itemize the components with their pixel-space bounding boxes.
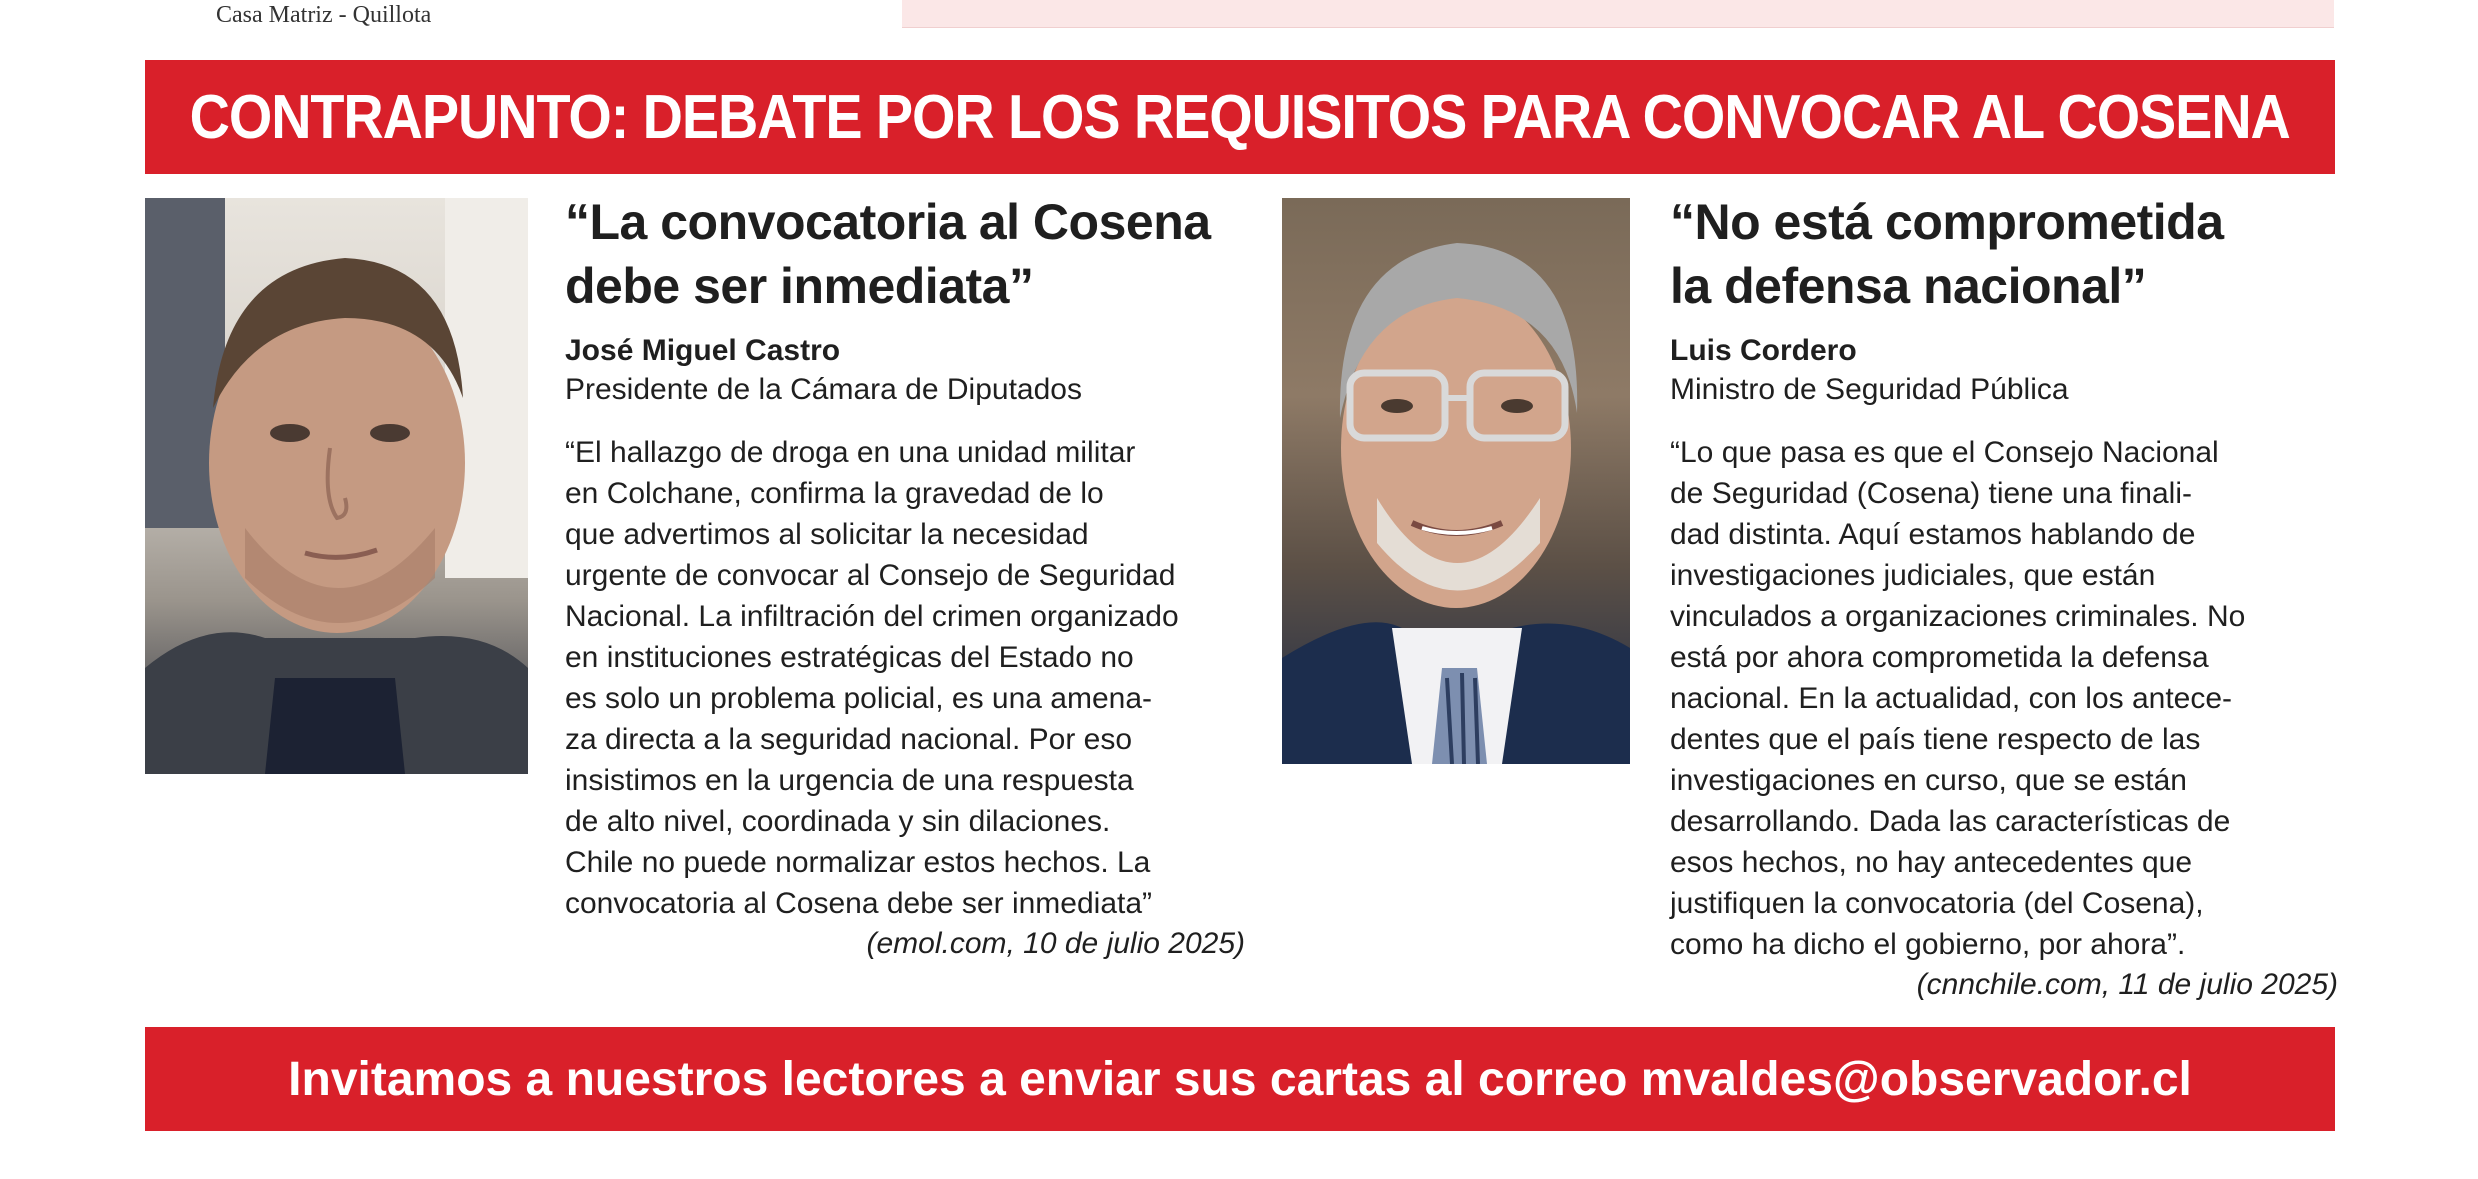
right-source-citation: (cnnchile.com, 11 de julio 2025) — [1916, 968, 2338, 1001]
quote-line: es solo un problema policial, es una amena- — [565, 682, 1153, 715]
left-opinion-column — [565, 190, 1265, 964]
quote-line: investigaciones en curso, que se están — [1670, 764, 2187, 797]
quote-line: que advertimos al solicitar la necesidad — [565, 518, 1089, 551]
quote-line: vinculados a organizaciones criminales. No — [1670, 600, 2246, 633]
right-headline — [1670, 190, 2340, 318]
quote-line: justifiquen la convocatoria (del Cosena), — [1670, 887, 2204, 920]
quote-line: “El hallazgo de droga en una unidad militar — [565, 436, 1136, 469]
left-headline — [565, 190, 1265, 318]
footer-banner — [145, 1027, 2335, 1131]
quote-line: en instituciones estratégicas del Estado no — [565, 641, 1134, 674]
quote-line: Nacional. La infiltración del crimen organizado — [565, 600, 1179, 633]
left-quote — [565, 432, 1265, 924]
quote-line: desarrollando. Dada las características de — [1670, 805, 2231, 838]
right-quote — [1670, 432, 2340, 965]
quote-line: convocatoria al Cosena debe ser inmediata” — [565, 887, 1153, 920]
quote-line: esos hechos, no hay antecedentes que — [1670, 846, 2193, 879]
portrait-photo-jose-miguel-castro — [145, 198, 528, 774]
left-author-role: Presidente de la Cámara de Diputados — [565, 373, 1082, 406]
top-decorative-box — [902, 0, 2334, 28]
quote-line: nacional. En la actualidad, con los antece- — [1670, 682, 2233, 715]
right-author-role: Ministro de Seguridad Pública — [1670, 373, 2069, 406]
section-banner — [145, 60, 2335, 174]
right-opinion-column — [1670, 190, 2340, 1005]
portrait-photo-luis-cordero — [1282, 198, 1630, 764]
header-caption: Casa Matriz - Quillota — [216, 2, 432, 28]
right-headline-line-2: la defensa nacional” — [1670, 258, 2147, 314]
quote-line: como ha dicho el gobierno, por ahora”. — [1670, 928, 2186, 961]
quote-line: en Colchane, confirma la gravedad de lo — [565, 477, 1104, 510]
section-title: CONTRAPUNTO: DEBATE POR LOS REQUISITOS PARA CONVOCAR AL COSENA — [189, 82, 2291, 152]
footer-invitation-text: Invitamos a nuestros lectores a enviar sus cartas al correo mvaldes@observador.cl — [288, 1052, 2192, 1106]
quote-line: urgente de convocar al Consejo de Seguridad — [565, 559, 1176, 592]
right-headline-line-1: “No está comprometida — [1670, 194, 2224, 250]
quote-line: za directa a la seguridad nacional. Por eso — [565, 723, 1133, 756]
quote-line: “Lo que pasa es que el Consejo Nacional — [1670, 436, 2219, 469]
left-headline-line-2: debe ser inmediata” — [565, 258, 1034, 314]
quote-line: de Seguridad (Cosena) tiene una finali- — [1670, 477, 2192, 510]
quote-line: insistimos en la urgencia de una respuesta — [565, 764, 1134, 797]
quote-line: Chile no puede normalizar estos hechos. La — [565, 846, 1151, 879]
quote-line: investigaciones judiciales, que están — [1670, 559, 2156, 592]
quote-line: de alto nivel, coordinada y sin dilaciones. — [565, 805, 1111, 838]
left-headline-line-1: “La convocatoria al Cosena — [565, 194, 1211, 250]
quote-line: dentes que el país tiene respecto de las — [1670, 723, 2201, 756]
left-source-citation: (emol.com, 10 de julio 2025) — [866, 927, 1245, 960]
left-author-name: José Miguel Castro — [565, 334, 841, 367]
right-author-name: Luis Cordero — [1670, 334, 1857, 367]
quote-line: está por ahora comprometida la defensa — [1670, 641, 2209, 674]
quote-line: dad distinta. Aquí estamos hablando de — [1670, 518, 2196, 551]
